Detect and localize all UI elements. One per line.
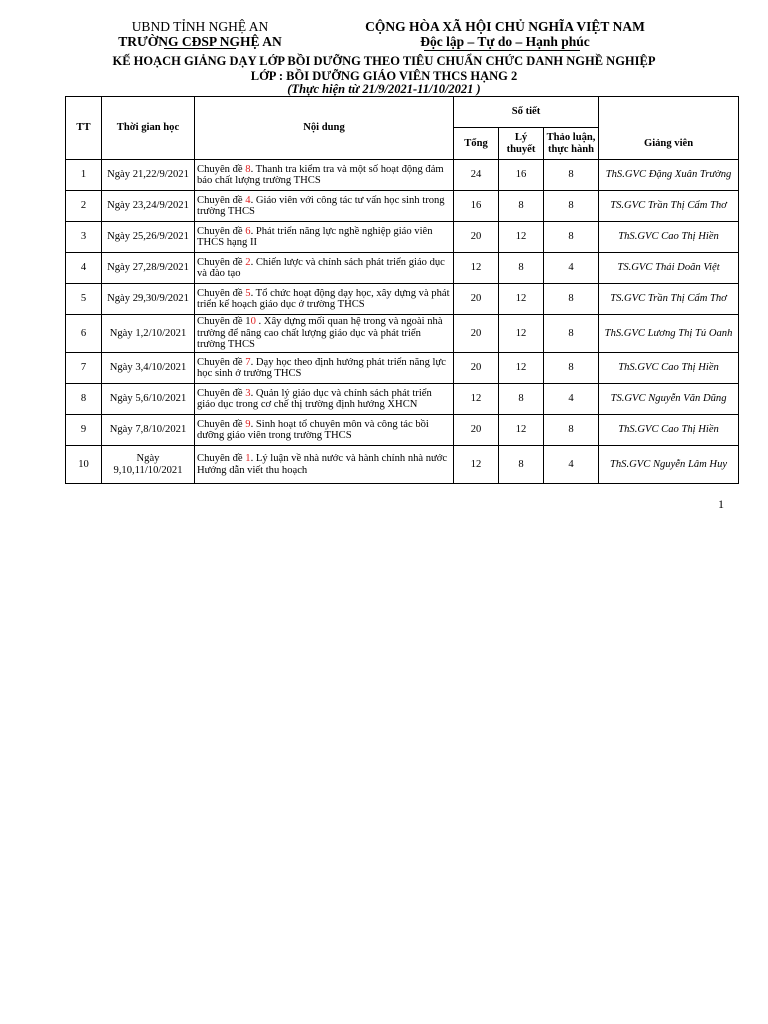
header-content: Nội dung [195,97,454,160]
periods-total: 20 [454,415,499,446]
header-teacher: Giảng viên [599,97,739,160]
lecturer-name: ThS.GVC Cao Thị Hiền [599,415,739,446]
periods-theory: 8 [499,384,544,415]
periods-practice: 8 [544,415,599,446]
table-body [66,160,739,484]
topic-title: . Tổ chức hoạt động dạy học, xây dựng và phát triển kế hoạch giáo dục ở trường THCS [197,287,450,310]
periods-practice: 8 [544,353,599,384]
row-number: 10 [66,446,102,484]
row-number: 3 [66,222,102,253]
periods-practice: 4 [544,384,599,415]
study-time: Ngày 27,28/9/2021 [102,253,195,284]
lecturer-name: ThS.GVC Cao Thị Hiền [599,353,739,384]
lecturer-name: ThS.GVC Cao Thị Hiền [599,222,739,253]
topic-number: 5 [245,287,251,299]
row-number: 2 [66,191,102,222]
periods-total: 20 [454,222,499,253]
periods-practice: 8 [544,315,599,353]
topic-number: 0 [250,316,256,328]
periods-practice: 8 [544,284,599,315]
topic-content [195,160,454,191]
periods-theory: 8 [499,253,544,284]
table-row [66,191,739,222]
topic-prefix: Chuyên đề [197,418,246,430]
periods-theory: 12 [499,415,544,446]
study-time: Ngày 1,2/10/2021 [102,315,195,353]
row-number: 8 [66,384,102,415]
document-title: KẾ HOẠCH GIẢNG DẠY LỚP BỒI DƯỠNG THEO TIÊU CHUẨN CHỨC DANH NGHỀ NGHIỆP [112,54,656,68]
table-row [66,160,739,191]
periods-total: 12 [454,253,499,284]
topic-prefix: Chuyên đề [197,287,246,299]
study-time: Ngày 29,30/9/2021 [102,284,195,315]
periods-total: 20 [454,353,499,384]
periods-practice: 8 [544,191,599,222]
periods-theory: 12 [499,315,544,353]
periods-total: 12 [454,384,499,415]
topic-content [195,446,454,484]
lecturer-name: TS.GVC Trần Thị Cẩm Thơ [599,191,739,222]
table-row [66,446,739,484]
periods-practice: 4 [544,253,599,284]
row-number: 9 [66,415,102,446]
table-row [66,315,739,353]
periods-theory: 12 [499,222,544,253]
header-tt: TT [66,97,102,160]
table-row [66,253,739,284]
periods-total: 20 [454,315,499,353]
topic-number: 7 [245,356,251,368]
topic-content [195,315,454,353]
topic-prefix: Chuyên đề [197,163,246,175]
topic-content [195,415,454,446]
topic-number: 3 [245,387,251,399]
topic-content [195,253,454,284]
periods-practice: 8 [544,160,599,191]
header-time: Thời gian học [102,97,195,160]
header-periods: Số tiết [454,97,599,128]
row-number: 7 [66,353,102,384]
periods-theory: 8 [499,446,544,484]
periods-practice: 8 [544,222,599,253]
topic-prefix: Chuyên đề [197,356,246,368]
topic-content [195,284,454,315]
topic-title: . Sinh hoạt tổ chuyên môn và công tác bồi dưỡng giáo viên trong trường THCS [197,418,429,441]
country-name: CỘNG HÒA XÃ HỘI CHỦ NGHĨA VIỆT NAM [365,19,645,34]
table-row [66,384,739,415]
table-row [66,353,739,384]
row-number: 6 [66,315,102,353]
topic-number: 2 [245,256,251,268]
header-total: Tổng [454,128,499,160]
topic-title: . Phát triển năng lực nghề nghiệp giáo viên THCS hạng II [197,225,433,248]
header-practice: Thảo luận, thực hành [544,128,599,160]
header-theory: Lý thuyết [499,128,544,160]
topic-title: . Xây dựng mối quan hệ trong và ngoài nhà trường để nâng cao chất lượng giáo dục và phát triển trường THCS [197,316,443,351]
periods-practice: 4 [544,446,599,484]
topic-prefix: Chuyên đề [197,225,246,237]
topic-prefix: Chuyên đề [197,453,246,464]
table-header [66,97,739,160]
study-time: Ngày 3,4/10/2021 [102,353,195,384]
study-time: Ngày 9,10,11/10/2021 [102,446,195,484]
topic-extra: Hướng dẫn viết thu hoạch [197,464,308,476]
lecturer-name: TS.GVC Thái Doãn Việt [599,253,739,284]
topic-title: . Chiến lược và chính sách phát triển giáo dục và đào tạo [197,256,445,279]
row-number: 4 [66,253,102,284]
topic-content [195,222,454,253]
topic-number: 8 [245,163,251,175]
periods-theory: 16 [499,160,544,191]
class-title: LỚP : BỒI DƯỠNG GIÁO VIÊN THCS HẠNG 2 [250,69,518,83]
topic-title: . Dạy học theo định hướng phát triển năng lực học sinh ở trường THCS [197,356,446,379]
topic-title: . Giáo viên với công tác tư vấn học sinh trong trường THCS [197,194,445,217]
topic-prefix: Chuyên đề [197,387,246,399]
periods-theory: 8 [499,191,544,222]
study-time: Ngày 5,6/10/2021 [102,384,195,415]
table-row [66,222,739,253]
lecturer-name: ThS.GVC Đặng Xuân Trường [599,160,739,191]
lecturer-name: ThS.GVC Nguyễn Lâm Huy [599,446,739,484]
org-header-right [340,19,670,49]
topic-content [195,353,454,384]
date-range: (Thực hiện từ 21/9/2021-11/10/2021 ) [287,82,481,96]
table-row [66,284,739,315]
periods-total: 12 [454,446,499,484]
national-motto: Độc lập – Tự do – Hạnh phúc [420,34,590,49]
org-header-left [60,19,340,49]
header-underline-right [424,50,580,51]
topic-content [195,191,454,222]
topic-content [195,384,454,415]
teaching-plan-table [65,96,739,484]
topic-title: . Lý luận về nhà nước và hành chính nhà nước [250,453,448,464]
periods-total: 16 [454,191,499,222]
topic-number: 9 [245,418,251,430]
lecturer-name: TS.GVC Trần Thị Cẩm Thơ [599,284,739,315]
topic-prefix: Chuyên đề [197,194,246,206]
topic-number: 1 [245,453,251,464]
periods-theory: 12 [499,284,544,315]
row-number: 1 [66,160,102,191]
topic-title: . Quản lý giáo dục và chính sách phát triển giáo dục trong cơ chế thị trường định hướng XHCN [197,387,432,410]
study-time: Ngày 21,22/9/2021 [102,160,195,191]
periods-total: 24 [454,160,499,191]
lecturer-name: ThS.GVC Lương Thị Tú Oanh [599,315,739,353]
lecturer-name: TS.GVC Nguyễn Văn Dũng [599,384,739,415]
topic-prefix: Chuyên đề 1 [197,316,251,328]
topic-number: 6 [245,225,251,237]
periods-theory: 12 [499,353,544,384]
row-number: 5 [66,284,102,315]
study-time: Ngày 23,24/9/2021 [102,191,195,222]
page-number: 1 [718,497,724,511]
topic-number: 4 [245,194,251,206]
topic-title: . Thanh tra kiểm tra và một số hoạt động đảm bảo chất lượng trường THCS [197,163,444,186]
province-name: UBND TỈNH NGHỆ AN [131,19,269,34]
topic-prefix: Chuyên đề [197,256,246,268]
school-name: TRƯỜNG CĐSP NGHỆ AN [118,34,282,49]
periods-total: 20 [454,284,499,315]
study-time: Ngày 25,26/9/2021 [102,222,195,253]
study-time: Ngày 7,8/10/2021 [102,415,195,446]
table-row [66,415,739,446]
header-underline-left [164,48,236,49]
